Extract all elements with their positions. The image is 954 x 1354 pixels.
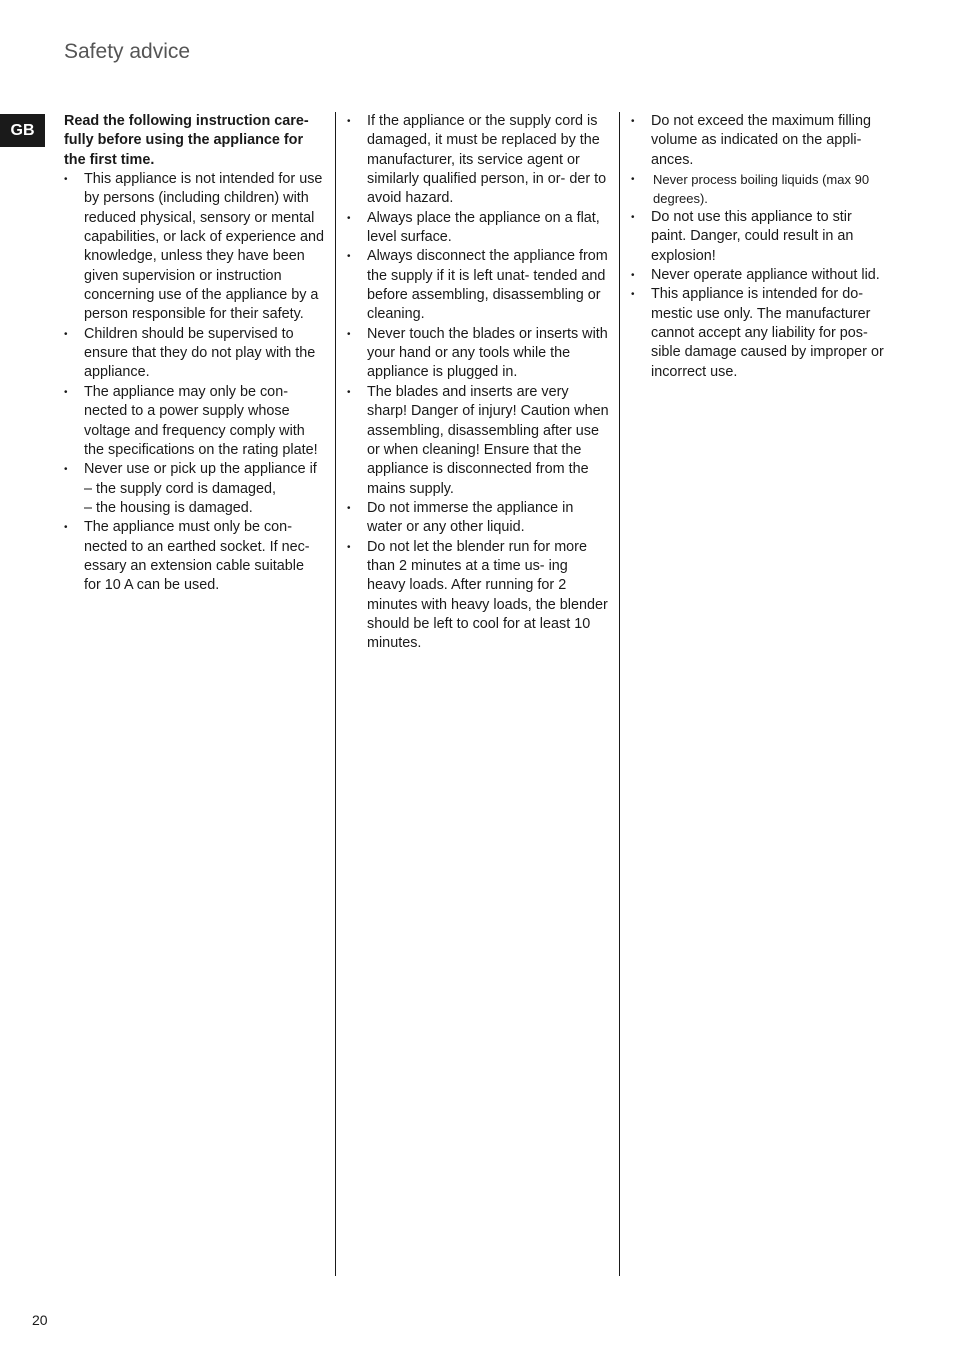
bullet-icon: • bbox=[347, 328, 351, 340]
list-item-text: Do not let the blender run for more than 2 minutes at a time us- ing heavy loads. After running for 2 minutes with heavy loads, the blender should be left to cool for at least 10 minutes. bbox=[367, 538, 608, 652]
list-item bbox=[631, 208, 889, 266]
list-item bbox=[347, 499, 609, 538]
list-item-text: Do not immerse the appliance in water or any other liquid. bbox=[367, 499, 574, 536]
list-item bbox=[631, 112, 889, 170]
safety-list bbox=[64, 170, 324, 596]
column-2 bbox=[347, 112, 609, 654]
list-item bbox=[64, 170, 324, 325]
list-item-text: The blades and inserts are very sharp! Danger of injury! Caution when assembling, disassembling after use or when cleaning! Ensure that the appliance is disconnected from the mains supply. bbox=[367, 383, 609, 497]
list-item-text: The appliance may only be con- nected to a power supply whose voltage and frequency comply with the specifications on the rating plate! bbox=[84, 383, 318, 458]
list-item-text: This appliance is not intended for use by persons (including children) with reduced physical, sensory or mental capabilities, or lack of experience and knowledge, unless they have been given supervision or instruction concerning use of the appliance by a person responsible for their safety. bbox=[84, 171, 324, 323]
list-item-text: Never operate appliance without lid. bbox=[651, 267, 880, 284]
bullet-icon: • bbox=[64, 386, 68, 398]
list-item bbox=[631, 266, 889, 285]
bullet-icon: • bbox=[347, 212, 351, 224]
list-item bbox=[64, 383, 324, 460]
column-3 bbox=[631, 112, 889, 382]
list-item-text: Never touch the blades or inserts with your hand or any tools while the appliance is plugged in. bbox=[367, 325, 608, 381]
sub-item: – the supply cord is damaged, bbox=[84, 480, 276, 497]
bullet-icon: • bbox=[347, 502, 351, 514]
list-item-text: Never process boiling liquids (max 90 degrees). bbox=[653, 172, 870, 207]
list-item bbox=[347, 383, 609, 499]
list-item bbox=[631, 285, 889, 382]
list-item bbox=[347, 247, 609, 324]
bullet-icon: • bbox=[347, 386, 351, 398]
list-item bbox=[631, 170, 889, 208]
bullet-icon: • bbox=[64, 328, 68, 340]
list-item bbox=[347, 538, 609, 654]
bullet-icon: • bbox=[347, 251, 351, 263]
language-tab: GB bbox=[0, 114, 45, 147]
list-item bbox=[64, 460, 324, 518]
list-item-text: Never use or pick up the appliance if bbox=[84, 461, 317, 478]
bullet-icon: • bbox=[64, 522, 68, 534]
safety-list bbox=[631, 112, 889, 382]
bullet-icon: • bbox=[631, 289, 635, 301]
list-item bbox=[64, 518, 324, 595]
bullet-icon: • bbox=[347, 541, 351, 553]
column-1 bbox=[64, 112, 324, 596]
list-item-text: Do not exceed the maximum filling volume as indicated on the appli- ances. bbox=[651, 113, 871, 168]
page-number: 20 bbox=[32, 1312, 48, 1328]
list-item-text: The appliance must only be con- nected to an earthed socket. If nec- essary an extension cable suitable for 10 A can be used. bbox=[84, 519, 310, 594]
bullet-icon: • bbox=[64, 174, 68, 186]
bullet-icon: • bbox=[631, 212, 635, 224]
bullet-icon: • bbox=[64, 464, 68, 476]
list-item bbox=[347, 209, 609, 248]
bullet-icon: • bbox=[347, 116, 351, 127]
list-item bbox=[347, 112, 609, 209]
list-item-text: Always place the appliance on a flat, level surface. bbox=[367, 209, 600, 246]
list-item bbox=[347, 325, 609, 383]
list-item-text: Children should be supervised to ensure that they do not play with the appliance. bbox=[84, 325, 316, 381]
list-item-text: This appliance is intended for do- mestic use only. The manufacturer cannot accept any liability for pos- sible damage caused by improper or incorrect use. bbox=[651, 286, 884, 380]
bullet-icon: • bbox=[631, 270, 635, 282]
list-item bbox=[64, 325, 324, 383]
bullet-icon: • bbox=[631, 174, 635, 186]
column-divider bbox=[335, 112, 336, 1276]
bullet-icon: • bbox=[631, 116, 635, 127]
column-divider bbox=[619, 112, 620, 1276]
page-title: Safety advice bbox=[64, 40, 191, 63]
safety-list bbox=[347, 112, 609, 654]
list-item-text: Always disconnect the appliance from the supply if it is left unat- tended and before assembling, disassembling or cleaning. bbox=[367, 248, 608, 323]
intro-text: Read the following instruction care- fully before using the appliance for the first time. bbox=[64, 113, 309, 168]
list-item-text: Do not use this appliance to stir paint. Danger, could result in an explosion! bbox=[651, 209, 854, 264]
list-item-text: If the appliance or the supply cord is damaged, it must be replaced by the manufacturer, its service agent or similarly qualified person, in or- der to avoid hazard. bbox=[367, 113, 607, 207]
sub-item: – the housing is damaged. bbox=[84, 499, 253, 516]
